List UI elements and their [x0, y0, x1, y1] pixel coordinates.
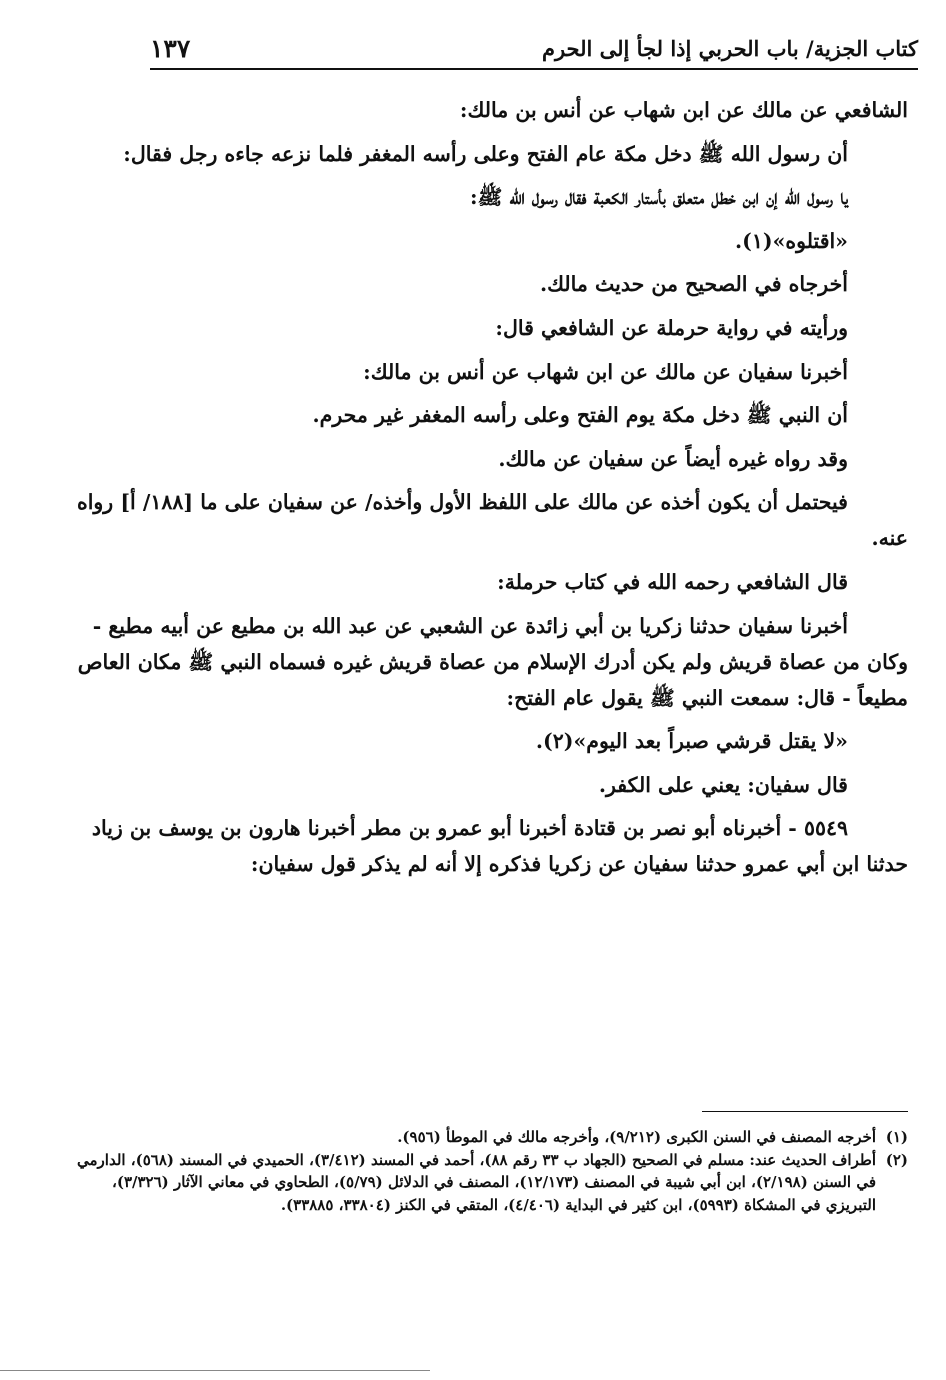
footnote-text: أخرجه المصنف في السنن الكبرى (٩/٢١٢)، وأخرجه مالك في الموطأ (٩٥٦).	[397, 1128, 876, 1146]
footnote-text: أطراف الحديث عند: مسلم في الصحيح (الجهاد ب ٣٣ رقم ٨٨)، أحمد في المسند (٣/٤١٢)، الحميدي في المسند (٥٦٨)، الدارمي في السنن (٢/١٩٨)، ابن أبي شيبة في المصنف (١٢/١٧٣)، المصنف في الدلائل (٥/٧٩)، الطحاوي في معاني الآثار (٣/٣٢٦)، التبريزي في المشكاة (٥٩٩٣)، ابن كثير في البداية (٤/٤٠٦)، المتقي في الكنز (٣٣٨٠٤، ٣٣٨٨٥).	[77, 1150, 876, 1214]
footnote-2	[60, 1149, 908, 1217]
footnote-number: (٢)	[885, 1150, 908, 1169]
paragraph-quote-2: «لا يقتل قرشي صبراً بعد اليوم»(٢).	[535, 729, 848, 754]
paragraph-matn-1: أن رسول الله ﷺ دخل مكة عام الفتح وعلى رأسه المغفر فلما نزعه جاءه رجل فقال:	[123, 141, 848, 166]
chapter-title: كتاب الجزية/ باب الحربي إذا لجأ إلى الحرم	[541, 35, 918, 61]
page-number: ١٣٧	[150, 33, 191, 63]
paragraph-quote-1: «اقتلوه»(١).	[735, 228, 848, 253]
paragraph-isnad-2: أخبرنا سفيان عن مالك عن ابن شهاب عن أنس بن مالك:	[363, 359, 848, 384]
paragraph-riwaya: ورأيته في رواية حرملة عن الشافعي قال:	[495, 315, 848, 340]
paragraph-hadith-5549: ٥٥٤٩ - أخبرناه أبو نصر بن قتادة أخبرنا أبو عمرو بن مطر أخبرنا هارون بن يوسف بن زياد حدثنا ابن أبي عمرو حدثنا سفيان عن زكريا فذكره إلا أنه لم يذكر قول سفيان:	[91, 816, 908, 877]
paragraph-sufyan: قال سفيان: يعني على الكفر.	[598, 772, 848, 797]
paragraph-matn-3: أن النبي ﷺ دخل مكة يوم الفتح وعلى رأسه المغفر غير محرم.	[312, 403, 848, 428]
page-edge-rule	[0, 1370, 430, 1371]
paragraph-isnad-3: قال الشافعي رحمه الله في كتاب حرملة:	[497, 569, 848, 594]
footnote-1	[60, 1126, 908, 1149]
paragraph-matn-2: يا رسول الله إن ابن خطل متعلق بأستار الكعبة فقال رسول الله ﷺ:	[470, 185, 848, 210]
footnote-number: (١)	[885, 1128, 908, 1146]
paragraph-note-1: وقد رواه غيره أيضاً عن سفيان عن مالك.	[498, 446, 848, 471]
paragraph-takhrij-1: أخرجاه في الصحيح من حديث مالك.	[539, 272, 848, 297]
paragraph-isnad-1: الشافعي عن مالك عن ابن شهاب عن أنس بن مالك:	[459, 98, 908, 122]
footnotes	[60, 1126, 908, 1216]
paragraph-note-2: فيحتمل أن يكون أخذه عن مالك على اللفظ الأول وأخذه/ عن سفيان على ما [١٨٨/ أ] رواه عنه.	[76, 490, 908, 551]
main-text	[60, 92, 908, 890]
running-header	[150, 28, 918, 70]
footnote-separator	[702, 1111, 908, 1112]
paragraph-hadith-mutee: أخبرنا سفيان حدثنا زكريا بن أبي زائدة عن الشعبي عن عبد الله بن مطيع عن أبيه مطيع - وكان من عصاة قريش ولم يكن أدرك الإسلام من عصاة قريش غيره فسماه النبي ﷺ مكان العاص مطيعاً - قال: سمعت النبي ﷺ يقول عام الفتح:	[77, 613, 908, 710]
